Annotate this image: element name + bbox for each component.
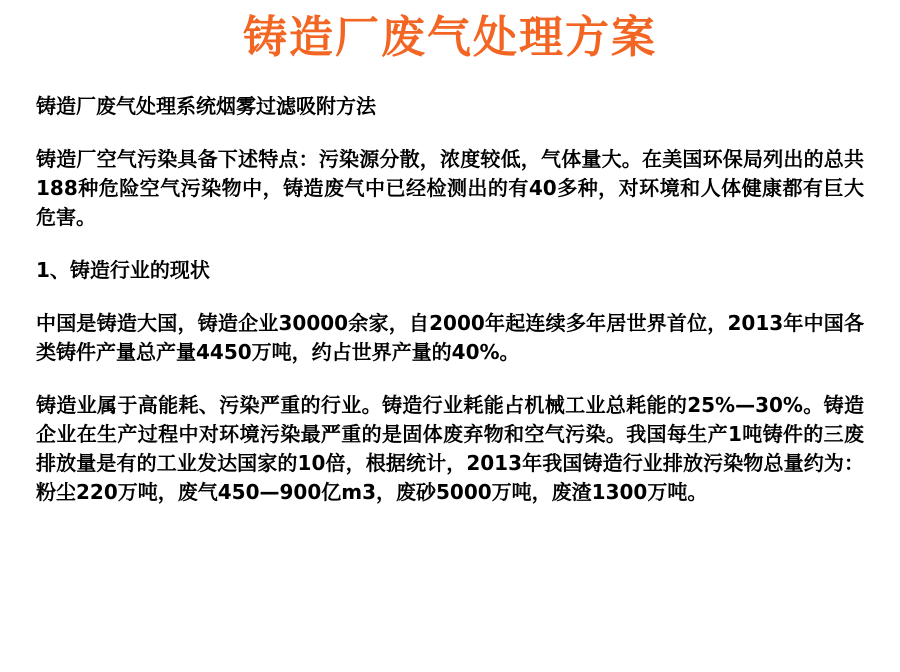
paragraph-pollution-features: 铸造厂空气污染具备下述特点：污染源分散，浓度较低，气体量大。在美国环保局列出的总共188种危险空气污染物中，铸造废气中已经检测出的有40多种，对环境和人体健康都有巨大危害。: [36, 147, 864, 230]
document-body: [0, 92, 900, 507]
paragraph-section-heading-1: 1、铸造行业的现状: [36, 258, 210, 283]
document-page: [0, 14, 900, 672]
paragraph-subtitle: 铸造厂废气处理系统烟雾过滤吸附方法: [36, 94, 376, 119]
page-title: 铸造厂废气处理方案: [243, 12, 657, 63]
paragraph-industry-scale: 中国是铸造大国，铸造企业30000余家，自2000年起连续多年居世界首位，2013年中国各类铸件产量总产量4450万吨，约占世界产量的40%。: [36, 311, 864, 365]
paragraph-energy-pollution: 铸造业属于高能耗、污染严重的行业。铸造行业耗能占机械工业总耗能的25%—30%。铸造企业在生产过程中对环境污染最严重的是固体废弃物和空气污染。我国每生产1吨铸件的三废排放量是有的工业发达国家的10倍，根据统计，2013年我国铸造行业排放污染物总量约为：粉尘220万吨，废气450—900亿m3，废砂5000万吨，废渣1300万吨。: [36, 393, 864, 505]
